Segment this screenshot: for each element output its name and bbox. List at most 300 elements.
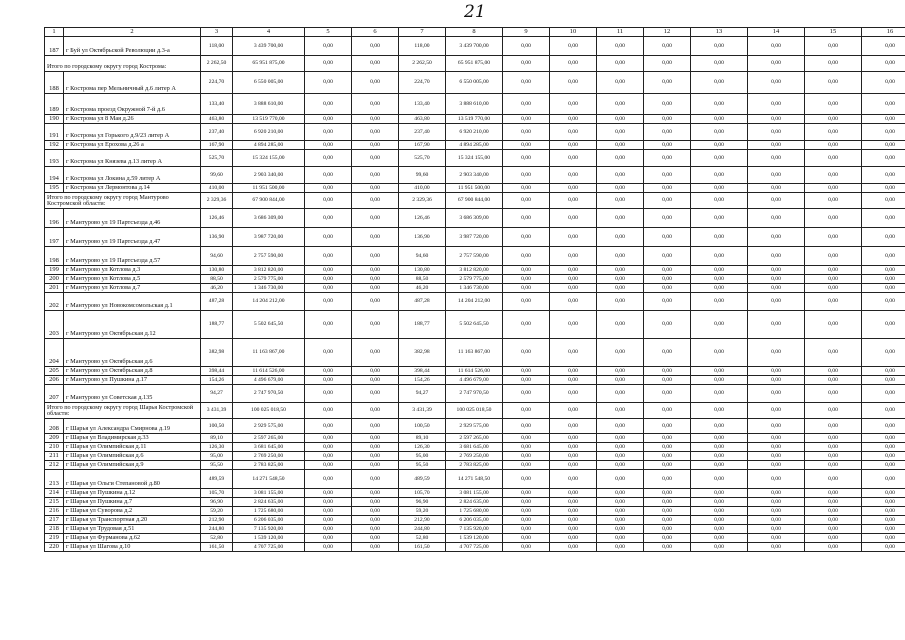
- value-cell-col-5: 0,00: [305, 184, 352, 193]
- address-cell: г Мантурово ул 19 Партсъезда д.46: [64, 209, 201, 228]
- value-cell-col-14: 0,00: [748, 124, 805, 141]
- value-cell-col-9: 0,00: [503, 419, 550, 434]
- value-cell-col-9: 0,00: [503, 124, 550, 141]
- value-cell-col-4: 1 725 680,00: [233, 507, 305, 516]
- value-cell-col-5: 0,00: [305, 403, 352, 419]
- value-cell-col-13: 0,00: [691, 284, 748, 293]
- value-cell-col-3: 94,27: [201, 385, 233, 403]
- value-cell-col-15: 0,00: [805, 167, 862, 184]
- value-cell-col-5: 0,00: [305, 489, 352, 498]
- value-cell-col-9: 0,00: [503, 56, 550, 72]
- column-number-4: 4: [233, 28, 305, 37]
- subtotal-label: Итого по городскому округу город Мантурово Костромской области:: [45, 193, 201, 209]
- value-cell-col-5: 0,00: [305, 367, 352, 376]
- value-cell-col-8: 11 951 500,00: [446, 184, 503, 193]
- value-cell-col-8: 4 894 285,00: [446, 141, 503, 150]
- value-cell-col-8: 100 025 018,50: [446, 403, 503, 419]
- value-cell-col-7: 126,46: [399, 209, 446, 228]
- value-cell-col-13: 0,00: [691, 543, 748, 552]
- column-number-13: 13: [691, 28, 748, 37]
- value-cell-col-5: 0,00: [305, 266, 352, 275]
- value-cell-col-14: 0,00: [748, 56, 805, 72]
- value-cell-col-16: 0,00: [862, 419, 905, 434]
- value-cell-col-16: 0,00: [862, 452, 905, 461]
- address-cell: г Кострома проезд Окружной 7-й д.6: [64, 94, 201, 115]
- value-cell-col-16: 0,00: [862, 498, 905, 507]
- value-cell-col-14: 0,00: [748, 339, 805, 367]
- value-cell-col-13: 0,00: [691, 167, 748, 184]
- value-cell-col-9: 0,00: [503, 266, 550, 275]
- value-cell-col-4: 11 614 526,00: [233, 367, 305, 376]
- value-cell-col-13: 0,00: [691, 311, 748, 339]
- value-cell-col-6: 0,00: [352, 452, 399, 461]
- value-cell-col-13: 0,00: [691, 498, 748, 507]
- value-cell-col-6: 0,00: [352, 141, 399, 150]
- value-cell-col-13: 0,00: [691, 339, 748, 367]
- value-cell-col-7: 133,40: [399, 94, 446, 115]
- value-cell-col-8: 5 502 645,50: [446, 311, 503, 339]
- address-cell: г Мантурово ул 19 Партсъезда д.47: [64, 228, 201, 247]
- column-number-8: 8: [446, 28, 503, 37]
- value-cell-col-8: 2 824 635,00: [446, 498, 503, 507]
- value-cell-col-5: 0,00: [305, 37, 352, 56]
- value-cell-col-5: 0,00: [305, 507, 352, 516]
- value-cell-col-14: 0,00: [748, 461, 805, 470]
- value-cell-col-5: 0,00: [305, 452, 352, 461]
- table-row: [45, 150, 905, 167]
- value-cell-col-3: 95,50: [201, 461, 233, 470]
- value-cell-col-6: 0,00: [352, 516, 399, 525]
- value-cell-col-9: 0,00: [503, 167, 550, 184]
- value-cell-col-6: 0,00: [352, 443, 399, 452]
- value-cell-col-3: 244,80: [201, 525, 233, 534]
- value-cell-col-16: 0,00: [862, 56, 905, 72]
- value-cell-col-8: 6 550 005,00: [446, 72, 503, 94]
- value-cell-col-4: 3 812 820,00: [233, 266, 305, 275]
- value-cell-col-9: 0,00: [503, 311, 550, 339]
- value-cell-col-16: 0,00: [862, 403, 905, 419]
- value-cell-col-4: 67 900 844,00: [233, 193, 305, 209]
- value-cell-col-16: 0,00: [862, 434, 905, 443]
- value-cell-col-5: 0,00: [305, 209, 352, 228]
- value-cell-col-10: 0,00: [550, 339, 597, 367]
- value-cell-col-11: 0,00: [597, 37, 644, 56]
- row-number: 220: [45, 543, 64, 552]
- row-number: 194: [45, 167, 64, 184]
- value-cell-col-8: 3 439 700,00: [446, 37, 503, 56]
- value-cell-col-4: 4 496 679,00: [233, 376, 305, 385]
- value-cell-col-12: 0,00: [644, 184, 691, 193]
- value-cell-col-3: 52,80: [201, 534, 233, 543]
- address-cell: г Шарья ул Фурманова д.62: [64, 534, 201, 543]
- table-row: [45, 419, 905, 434]
- value-cell-col-3: 95,00: [201, 452, 233, 461]
- value-cell-col-6: 0,00: [352, 56, 399, 72]
- subtotal-label: Итого по городскому округу город Кострома:: [45, 56, 201, 72]
- value-cell-col-8: 2 929 575,00: [446, 419, 503, 434]
- value-cell-col-7: 46,20: [399, 284, 446, 293]
- value-cell-col-16: 0,00: [862, 184, 905, 193]
- value-cell-col-13: 0,00: [691, 385, 748, 403]
- value-cell-col-11: 0,00: [597, 419, 644, 434]
- value-cell-col-13: 0,00: [691, 452, 748, 461]
- table-row: [45, 94, 905, 115]
- value-cell-col-15: 0,00: [805, 385, 862, 403]
- value-cell-col-16: 0,00: [862, 311, 905, 339]
- value-cell-col-9: 0,00: [503, 498, 550, 507]
- value-cell-col-15: 0,00: [805, 489, 862, 498]
- value-cell-col-13: 0,00: [691, 470, 748, 489]
- value-cell-col-11: 0,00: [597, 228, 644, 247]
- value-cell-col-4: 7 135 920,00: [233, 525, 305, 534]
- row-number: 218: [45, 525, 64, 534]
- value-cell-col-15: 0,00: [805, 507, 862, 516]
- value-cell-col-15: 0,00: [805, 367, 862, 376]
- value-cell-col-11: 0,00: [597, 284, 644, 293]
- value-cell-col-3: 126,46: [201, 209, 233, 228]
- table-row: [45, 72, 905, 94]
- row-number: 219: [45, 534, 64, 543]
- value-cell-col-12: 0,00: [644, 507, 691, 516]
- table-row: [45, 498, 905, 507]
- value-cell-col-14: 0,00: [748, 72, 805, 94]
- value-cell-col-16: 0,00: [862, 534, 905, 543]
- value-cell-col-10: 0,00: [550, 434, 597, 443]
- value-cell-col-11: 0,00: [597, 275, 644, 284]
- value-cell-col-8: 14 271 548,50: [446, 470, 503, 489]
- value-cell-col-14: 0,00: [748, 150, 805, 167]
- value-cell-col-6: 0,00: [352, 37, 399, 56]
- value-cell-col-11: 0,00: [597, 367, 644, 376]
- value-cell-col-15: 0,00: [805, 470, 862, 489]
- value-cell-col-15: 0,00: [805, 37, 862, 56]
- column-number-14: 14: [748, 28, 805, 37]
- value-cell-col-5: 0,00: [305, 385, 352, 403]
- value-cell-col-12: 0,00: [644, 141, 691, 150]
- value-cell-col-14: 0,00: [748, 516, 805, 525]
- value-cell-col-6: 0,00: [352, 461, 399, 470]
- value-cell-col-9: 0,00: [503, 534, 550, 543]
- value-cell-col-16: 0,00: [862, 167, 905, 184]
- value-cell-col-14: 0,00: [748, 543, 805, 552]
- value-cell-col-8: 2 579 775,00: [446, 275, 503, 284]
- value-cell-col-13: 0,00: [691, 150, 748, 167]
- value-cell-col-14: 0,00: [748, 525, 805, 534]
- value-cell-col-15: 0,00: [805, 141, 862, 150]
- address-cell: г Мантурово ул Пушкина д.17: [64, 376, 201, 385]
- value-cell-col-3: 525,70: [201, 150, 233, 167]
- value-cell-col-16: 0,00: [862, 228, 905, 247]
- value-cell-col-3: 212,90: [201, 516, 233, 525]
- value-cell-col-3: 161,50: [201, 543, 233, 552]
- value-cell-col-10: 0,00: [550, 443, 597, 452]
- value-cell-col-6: 0,00: [352, 543, 399, 552]
- table-row: [45, 507, 905, 516]
- value-cell-col-16: 0,00: [862, 141, 905, 150]
- value-cell-col-4: 2 597 265,00: [233, 434, 305, 443]
- value-cell-col-13: 0,00: [691, 193, 748, 209]
- value-cell-col-3: 3 431,39: [201, 403, 233, 419]
- value-cell-col-11: 0,00: [597, 489, 644, 498]
- column-number-6: 6: [352, 28, 399, 37]
- value-cell-col-11: 0,00: [597, 403, 644, 419]
- value-cell-col-4: 11 163 867,00: [233, 339, 305, 367]
- value-cell-col-5: 0,00: [305, 56, 352, 72]
- value-cell-col-5: 0,00: [305, 419, 352, 434]
- value-cell-col-8: 4 496 679,00: [446, 376, 503, 385]
- value-cell-col-15: 0,00: [805, 434, 862, 443]
- value-cell-col-13: 0,00: [691, 516, 748, 525]
- address-cell: г Шарья ул Владимирская д.33: [64, 434, 201, 443]
- row-number: 209: [45, 434, 64, 443]
- value-cell-col-13: 0,00: [691, 266, 748, 275]
- row-number: 203: [45, 311, 64, 339]
- value-cell-col-15: 0,00: [805, 543, 862, 552]
- value-cell-col-15: 0,00: [805, 150, 862, 167]
- value-cell-col-9: 0,00: [503, 37, 550, 56]
- value-cell-col-3: 89,10: [201, 434, 233, 443]
- value-cell-col-14: 0,00: [748, 228, 805, 247]
- value-cell-col-6: 0,00: [352, 293, 399, 311]
- value-cell-col-11: 0,00: [597, 115, 644, 124]
- value-cell-col-12: 0,00: [644, 284, 691, 293]
- value-cell-col-8: 14 204 212,00: [446, 293, 503, 311]
- value-cell-col-3: 463,80: [201, 115, 233, 124]
- address-cell: г Мантурово ул Котлова д.7: [64, 284, 201, 293]
- value-cell-col-4: 3 987 720,00: [233, 228, 305, 247]
- value-cell-col-5: 0,00: [305, 339, 352, 367]
- address-cell: г Мантурово ул Котлова д.3: [64, 266, 201, 275]
- value-cell-col-13: 0,00: [691, 489, 748, 498]
- value-cell-col-15: 0,00: [805, 266, 862, 275]
- value-cell-col-3: 100,50: [201, 419, 233, 434]
- value-cell-col-8: 15 324 155,00: [446, 150, 503, 167]
- column-number-1: 1: [45, 28, 64, 37]
- value-cell-col-7: 99,60: [399, 167, 446, 184]
- value-cell-col-3: 224,70: [201, 72, 233, 94]
- value-cell-col-13: 0,00: [691, 376, 748, 385]
- table-row: [45, 534, 905, 543]
- value-cell-col-10: 0,00: [550, 543, 597, 552]
- value-cell-col-16: 0,00: [862, 94, 905, 115]
- value-cell-col-9: 0,00: [503, 516, 550, 525]
- value-cell-col-16: 0,00: [862, 376, 905, 385]
- value-cell-col-10: 0,00: [550, 367, 597, 376]
- address-cell: г Мантурово ул Октябрьская д.8: [64, 367, 201, 376]
- table-row: [45, 167, 905, 184]
- value-cell-col-4: 2 903 340,00: [233, 167, 305, 184]
- table-row: [45, 339, 905, 367]
- value-cell-col-5: 0,00: [305, 167, 352, 184]
- value-cell-col-7: 94,27: [399, 385, 446, 403]
- value-cell-col-14: 0,00: [748, 247, 805, 266]
- value-cell-col-13: 0,00: [691, 94, 748, 115]
- value-cell-col-7: 161,50: [399, 543, 446, 552]
- value-cell-col-3: 2 329,36: [201, 193, 233, 209]
- value-cell-col-6: 0,00: [352, 124, 399, 141]
- value-cell-col-8: 7 135 920,00: [446, 525, 503, 534]
- table-row: [45, 376, 905, 385]
- value-cell-col-14: 0,00: [748, 167, 805, 184]
- value-cell-col-7: 95,50: [399, 461, 446, 470]
- value-cell-col-5: 0,00: [305, 434, 352, 443]
- column-number-10: 10: [550, 28, 597, 37]
- value-cell-col-7: 94,60: [399, 247, 446, 266]
- value-cell-col-16: 0,00: [862, 115, 905, 124]
- value-cell-col-11: 0,00: [597, 266, 644, 275]
- value-cell-col-14: 0,00: [748, 443, 805, 452]
- value-cell-col-5: 0,00: [305, 443, 352, 452]
- value-cell-col-15: 0,00: [805, 443, 862, 452]
- value-cell-col-8: 3 812 820,00: [446, 266, 503, 275]
- value-cell-col-16: 0,00: [862, 543, 905, 552]
- value-cell-col-12: 0,00: [644, 72, 691, 94]
- row-number: 207: [45, 385, 64, 403]
- value-cell-col-4: 2 929 575,00: [233, 419, 305, 434]
- value-cell-col-14: 0,00: [748, 184, 805, 193]
- value-cell-col-4: 14 271 548,50: [233, 470, 305, 489]
- value-cell-col-15: 0,00: [805, 284, 862, 293]
- address-cell: г Кострома пер Мельничный д.6 литер А: [64, 72, 201, 94]
- column-number-5: 5: [305, 28, 352, 37]
- value-cell-col-12: 0,00: [644, 403, 691, 419]
- value-cell-col-15: 0,00: [805, 461, 862, 470]
- value-cell-col-16: 0,00: [862, 193, 905, 209]
- value-cell-col-4: 2 747 970,50: [233, 385, 305, 403]
- value-cell-col-4: 65 951 875,00: [233, 56, 305, 72]
- value-cell-col-9: 0,00: [503, 339, 550, 367]
- value-cell-col-16: 0,00: [862, 385, 905, 403]
- value-cell-col-11: 0,00: [597, 293, 644, 311]
- value-cell-col-16: 0,00: [862, 443, 905, 452]
- address-cell: г Шарья ул Александра Смирнова д.19: [64, 419, 201, 434]
- value-cell-col-6: 0,00: [352, 275, 399, 284]
- value-cell-col-11: 0,00: [597, 193, 644, 209]
- subtotal-row: [45, 193, 905, 209]
- value-cell-col-14: 0,00: [748, 452, 805, 461]
- value-cell-col-14: 0,00: [748, 193, 805, 209]
- row-number: 212: [45, 461, 64, 470]
- value-cell-col-7: 382,98: [399, 339, 446, 367]
- value-cell-col-12: 0,00: [644, 209, 691, 228]
- address-cell: г Мантурово ул Новокомсомольская д.1: [64, 293, 201, 311]
- column-number-7: 7: [399, 28, 446, 37]
- row-number: 193: [45, 150, 64, 167]
- value-cell-col-10: 0,00: [550, 56, 597, 72]
- value-cell-col-4: 14 204 212,00: [233, 293, 305, 311]
- value-cell-col-6: 0,00: [352, 434, 399, 443]
- value-cell-col-10: 0,00: [550, 72, 597, 94]
- value-cell-col-12: 0,00: [644, 419, 691, 434]
- value-cell-col-16: 0,00: [862, 461, 905, 470]
- value-cell-col-11: 0,00: [597, 339, 644, 367]
- value-cell-col-15: 0,00: [805, 403, 862, 419]
- row-number: 195: [45, 184, 64, 193]
- subtotal-row: [45, 56, 905, 72]
- value-cell-col-9: 0,00: [503, 293, 550, 311]
- value-cell-col-9: 0,00: [503, 72, 550, 94]
- value-cell-col-4: 100 025 018,50: [233, 403, 305, 419]
- value-cell-col-15: 0,00: [805, 209, 862, 228]
- address-cell: г Шарья ул Транспортная д.20: [64, 516, 201, 525]
- value-cell-col-12: 0,00: [644, 115, 691, 124]
- table-row: [45, 385, 905, 403]
- value-cell-col-10: 0,00: [550, 376, 597, 385]
- value-cell-col-3: 105,70: [201, 489, 233, 498]
- value-cell-col-16: 0,00: [862, 72, 905, 94]
- value-cell-col-11: 0,00: [597, 470, 644, 489]
- value-cell-col-5: 0,00: [305, 293, 352, 311]
- value-cell-col-12: 0,00: [644, 293, 691, 311]
- value-cell-col-13: 0,00: [691, 56, 748, 72]
- value-cell-col-6: 0,00: [352, 376, 399, 385]
- value-cell-col-10: 0,00: [550, 184, 597, 193]
- value-cell-col-11: 0,00: [597, 525, 644, 534]
- value-cell-col-3: 96,90: [201, 498, 233, 507]
- value-cell-col-11: 0,00: [597, 376, 644, 385]
- value-cell-col-10: 0,00: [550, 228, 597, 247]
- value-cell-col-7: 154,26: [399, 376, 446, 385]
- value-cell-col-15: 0,00: [805, 72, 862, 94]
- value-cell-col-11: 0,00: [597, 434, 644, 443]
- value-cell-col-4: 1 539 120,00: [233, 534, 305, 543]
- value-cell-col-10: 0,00: [550, 419, 597, 434]
- value-cell-col-16: 0,00: [862, 470, 905, 489]
- value-cell-col-9: 0,00: [503, 228, 550, 247]
- value-cell-col-7: 463,80: [399, 115, 446, 124]
- row-number: 197: [45, 228, 64, 247]
- value-cell-col-8: 3 681 645,00: [446, 443, 503, 452]
- value-cell-col-9: 0,00: [503, 94, 550, 115]
- value-cell-col-13: 0,00: [691, 419, 748, 434]
- row-number: 204: [45, 339, 64, 367]
- value-cell-col-7: 96,90: [399, 498, 446, 507]
- value-cell-col-11: 0,00: [597, 150, 644, 167]
- value-cell-col-9: 0,00: [503, 434, 550, 443]
- table-row: [45, 489, 905, 498]
- value-cell-col-3: 59,20: [201, 507, 233, 516]
- value-cell-col-8: 13 519 770,00: [446, 115, 503, 124]
- value-cell-col-15: 0,00: [805, 339, 862, 367]
- value-cell-col-10: 0,00: [550, 525, 597, 534]
- value-cell-col-5: 0,00: [305, 124, 352, 141]
- value-cell-col-9: 0,00: [503, 184, 550, 193]
- value-cell-col-7: 167,90: [399, 141, 446, 150]
- subtotal-label: Итого по городскому округу город Шарья Костромской области:: [45, 403, 201, 419]
- value-cell-col-9: 0,00: [503, 525, 550, 534]
- value-cell-col-15: 0,00: [805, 115, 862, 124]
- value-cell-col-15: 0,00: [805, 516, 862, 525]
- value-cell-col-16: 0,00: [862, 507, 905, 516]
- address-cell: г Шарья ул Олимпийская д.9: [64, 461, 201, 470]
- value-cell-col-12: 0,00: [644, 525, 691, 534]
- value-cell-col-15: 0,00: [805, 419, 862, 434]
- value-cell-col-10: 0,00: [550, 275, 597, 284]
- value-cell-col-7: 130,80: [399, 266, 446, 275]
- value-cell-col-7: 188,77: [399, 311, 446, 339]
- value-cell-col-8: 65 951 875,00: [446, 56, 503, 72]
- value-cell-col-4: 11 951 500,00: [233, 184, 305, 193]
- address-cell: г Шарья ул Олимпийская д.6: [64, 452, 201, 461]
- table-row: [45, 141, 905, 150]
- value-cell-col-5: 0,00: [305, 543, 352, 552]
- row-number: 188: [45, 72, 64, 94]
- value-cell-col-15: 0,00: [805, 247, 862, 266]
- value-cell-col-4: 2 579 775,00: [233, 275, 305, 284]
- row-number: 216: [45, 507, 64, 516]
- value-cell-col-7: 136,90: [399, 228, 446, 247]
- value-cell-col-3: 410,00: [201, 184, 233, 193]
